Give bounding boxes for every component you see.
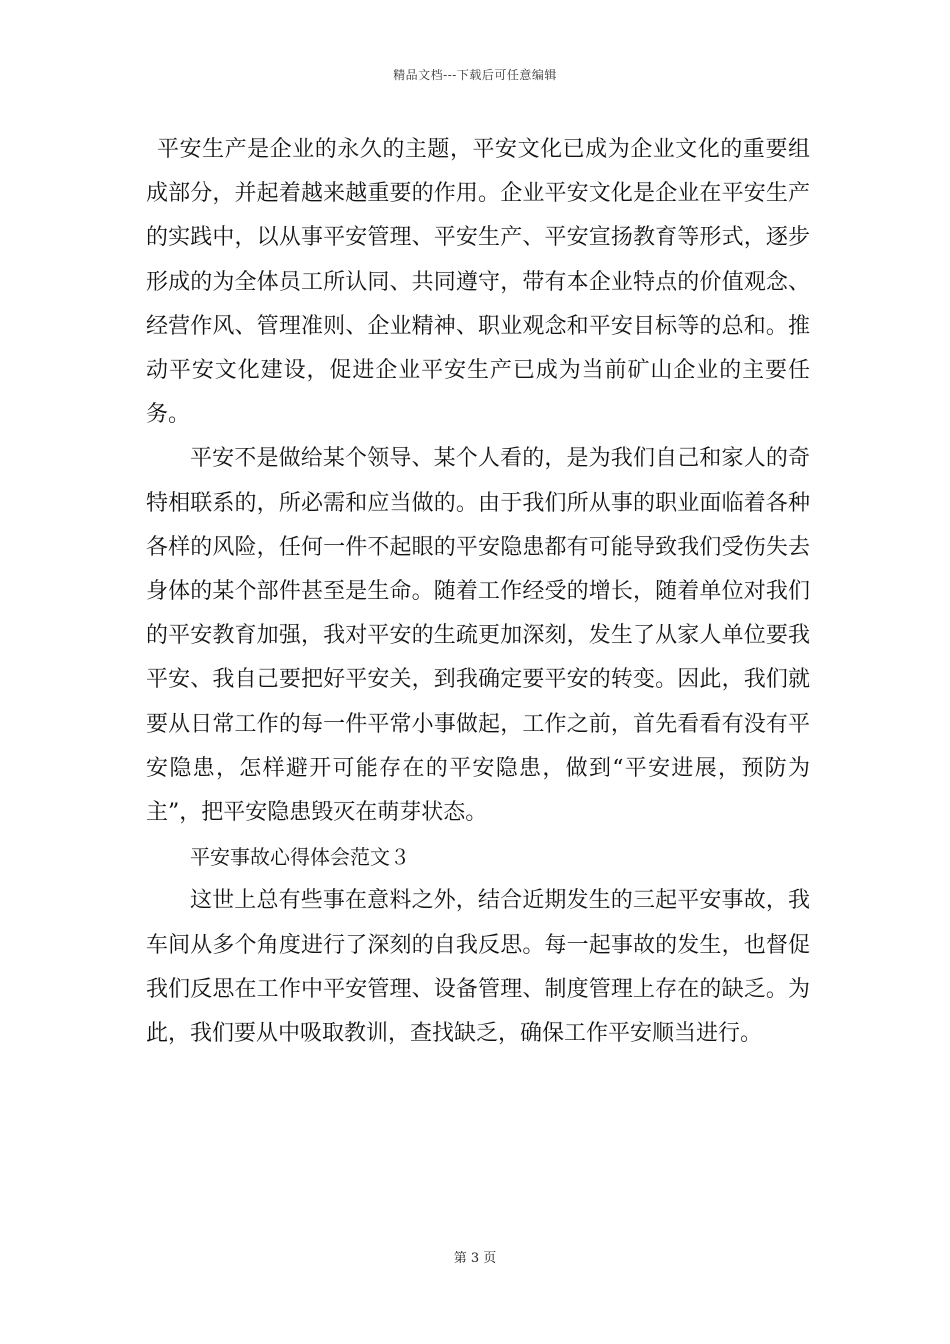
paragraph-safety-culture: 平安生产是企业的永久的主题，平安文化已成为企业文化的重要组成部分，并起着越来越重要的作用。企业平安文化是企业在平安生产的实践中，以从事平安管理、平安生产、平安宣扬教育等形式，逐步形成的为全体员工所认同、共同遵守，带有本企业特点的价值观念、经营作风、管理准则、企业精神、职业观念和平安目标等的总和。推动平安文化建设，促进企业平安生产已成为当前矿山企业的主要任务。 xyxy=(146,137,810,428)
document-body xyxy=(146,128,810,1056)
page-number: 第 3 页 xyxy=(453,1251,497,1266)
paragraph-accident-reflection: 这世上总有些事在意料之外，结合近期发生的三起平安事故，我车间从多个角度进行了深刻的自我反思。每一起事故的发生，也督促我们反思在工作中平安管理、设备管理、制度管理上存在的缺乏。为此，我们要从中吸取教训，查找缺乏，确保工作平安顺当进行。 xyxy=(146,888,810,1047)
section-heading: 平安事故心得体会范文３ xyxy=(190,845,410,870)
paragraph-safety-responsibility: 平安不是做给某个领导、某个人看的，是为我们自己和家人的奇特相联系的，所必需和应当做的。由于我们所从事的职业面临着各种各样的风险，任何一件不起眼的平安隐患都有可能导致我们受伤失去身体的某个部件甚至是生命。随着工作经受的增长，随着单位对我们的平安教育加强，我对平安的生疏更加深刻，发生了从家人单位要我平安、我自己要把好平安关，到我确定要平安的转变。因此，我们就要从日常工作的每一件平常小事做起，工作之前，首先看看有没有平安隐患，怎样避开可能存在的平安隐患，做到“平安进展，预防为主”，把平安隐患毁灭在萌芽状态。 xyxy=(146,446,810,826)
page-header: 精品文档---下载后可任意编辑 xyxy=(393,68,557,82)
